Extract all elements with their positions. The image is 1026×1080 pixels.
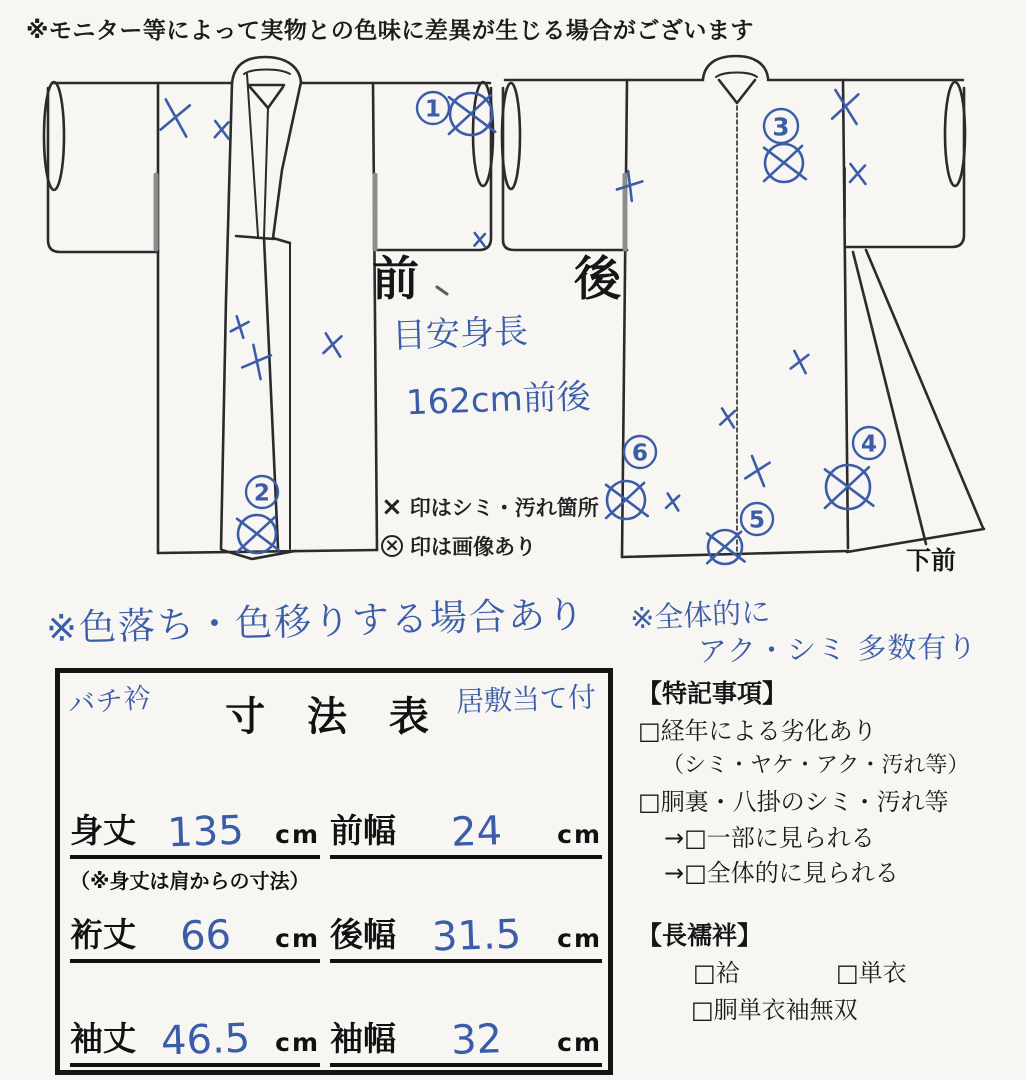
measure-unit: cm <box>275 820 320 849</box>
special-note-item: □胴裏・八掛のシミ・汚れ等 <box>638 788 949 816</box>
mark-legend <box>381 492 599 570</box>
height-note-line1: 目安身長 <box>391 311 529 357</box>
nagajuban-option: □単衣 <box>836 959 907 987</box>
front-view-label: 前 <box>372 252 419 307</box>
measure-sodetake <box>70 993 320 1067</box>
measure-value: 24 <box>450 808 503 856</box>
defect-x-mark <box>745 456 771 486</box>
special-note-item: □経年による劣化あり <box>638 717 877 745</box>
numbered-defect-marker <box>764 109 798 143</box>
numbered-defect-marker <box>246 476 278 508</box>
photo-circle-x-mark <box>707 530 744 564</box>
lower-front-label: 下前 <box>906 546 957 575</box>
defect-x-mark <box>720 408 735 427</box>
defect-x-mark <box>474 233 485 247</box>
defect-x-mark <box>790 351 809 373</box>
defect-x-mark <box>666 493 680 510</box>
measure-unit: cm <box>557 1028 602 1057</box>
nagajuban-option: □胴単衣袖無双 <box>691 996 858 1024</box>
special-note-item: （シミ・ヤケ・アク・汚れ等） <box>662 753 970 778</box>
measure-unit: cm <box>275 924 320 953</box>
measure-value: 31.5 <box>431 911 522 961</box>
measure-mitake <box>70 785 320 859</box>
measure-ushirohaba <box>330 889 602 963</box>
measure-sodehaba <box>330 993 602 1067</box>
numbered-defect-marker <box>741 503 773 535</box>
circle-x-icon: × <box>381 535 403 557</box>
legend-photo-row <box>381 531 599 561</box>
legend-stain-text: 印はシミ・汚れ箇所 <box>409 496 599 520</box>
special-note-item: →□全体的に見られる <box>664 859 899 887</box>
defect-x-mark <box>160 99 191 136</box>
svg-text:4: 4 <box>860 430 878 458</box>
measure-label: 袖幅 <box>330 1019 396 1058</box>
back-view-label: 後 <box>574 252 621 307</box>
measure-unit: cm <box>557 820 602 849</box>
nagajuban-heading: 【長襦袢】 <box>637 921 763 950</box>
defect-x-mark <box>241 345 273 380</box>
defect-x-mark <box>616 171 644 201</box>
seat-lining-note: 居敷当て付 <box>455 680 597 719</box>
measure-value: 32 <box>450 1016 503 1064</box>
measure-label: 後幅 <box>330 915 396 954</box>
photo-circle-x-mark <box>764 144 806 182</box>
special-note-item: →□一部に見られる <box>664 824 875 852</box>
measure-unit: cm <box>557 924 602 953</box>
measure-value: 135 <box>166 807 245 857</box>
measure-value: 46.5 <box>160 1015 251 1065</box>
size-table <box>55 668 613 1075</box>
special-notes-heading: 【特記事項】 <box>637 679 788 708</box>
svg-text:1: 1 <box>424 95 442 123</box>
defect-x-mark <box>850 164 866 184</box>
defect-x-mark <box>832 90 859 124</box>
monitor-color-disclaimer: ※モニター等によって実物との色味に差異が生じる場合がございます <box>26 18 754 44</box>
legend-photo-text: 印は画像あり <box>410 535 536 559</box>
svg-text:6: 6 <box>631 439 649 467</box>
measure-yukitake <box>70 889 320 963</box>
measure-label: 前幅 <box>330 811 396 850</box>
defect-x-mark <box>230 316 249 338</box>
measure-label: 袖丈 <box>70 1019 136 1058</box>
measure-label: 裄丈 <box>70 915 136 954</box>
color-transfer-note: ※色落ち・色移りする場合あり <box>45 592 587 651</box>
measure-label: 身丈 <box>70 811 136 850</box>
measure-value: 66 <box>179 912 232 960</box>
legend-stain-row <box>381 492 599 522</box>
collar-type-note: バチ衿 <box>66 682 154 721</box>
svg-text:5: 5 <box>748 506 766 534</box>
numbered-defect-marker <box>853 427 885 459</box>
svg-text:2: 2 <box>253 479 271 507</box>
photo-circle-x-mark <box>606 481 648 519</box>
numbered-defect-marker <box>624 436 656 468</box>
defect-x-mark <box>323 333 342 356</box>
mitake-note: （※身丈は肩からの寸法） <box>70 869 310 893</box>
photo-circle-x-mark <box>825 465 873 509</box>
overall-stain-note-line2: アク・シミ 多数有り <box>697 629 978 669</box>
x-mark-icon: × <box>381 492 403 522</box>
photo-circle-x-mark <box>237 515 279 553</box>
height-note-line2: 162cm前後 <box>405 376 592 424</box>
svg-text:3: 3 <box>772 112 790 142</box>
measure-unit: cm <box>275 1028 320 1057</box>
measure-maehaba <box>330 785 602 859</box>
numbered-defect-marker <box>417 92 449 124</box>
defect-x-mark <box>215 121 229 139</box>
size-table-title: 寸 法 表 <box>225 694 443 740</box>
nagajuban-option: □袷 <box>693 959 740 987</box>
overall-stain-note-line1: ※全体的に <box>629 594 772 636</box>
